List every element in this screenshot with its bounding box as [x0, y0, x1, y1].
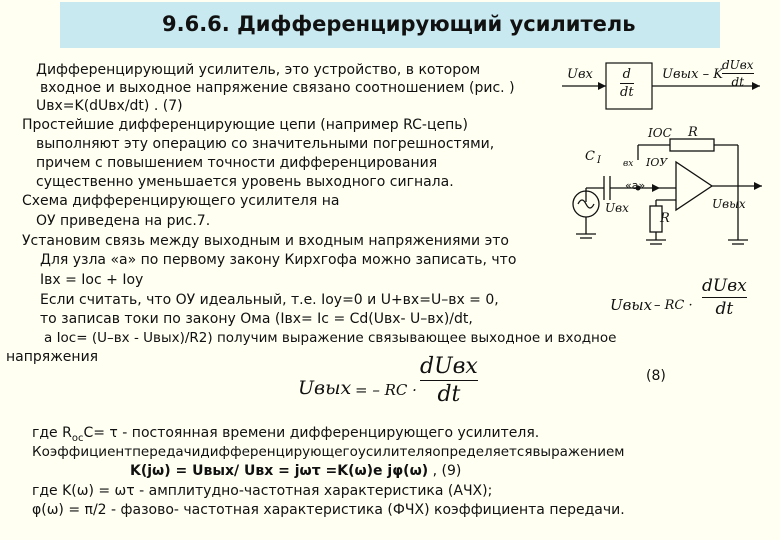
arrow-icon	[652, 184, 660, 192]
text-line-21: φ(ω) = π/2 - фазово- частотная характеристика (ФЧХ) коэффициента передачи.	[32, 502, 625, 518]
label-vx: вх	[623, 159, 634, 169]
label-r-ground: R	[660, 211, 670, 226]
text-line-18: Коэффициентпередачидифференцирующегоусилителяопределяетсявыражением	[32, 444, 625, 460]
text-line-15: а Iос= (U–вх - Uвых)/R2) получим выражение связывающее выходное и входное	[44, 330, 617, 346]
equation-number-8: (8)	[646, 368, 666, 384]
formula-right-rhs: – RC ·	[654, 298, 693, 313]
label-uout: Uвых	[712, 197, 746, 211]
label-ci: I	[597, 155, 601, 166]
text-line-20: где K(ω) = ωτ - амплитудно-частотная характеристика (АЧХ);	[32, 483, 493, 499]
text-line-12: Iвх = Iос + Iоу	[40, 272, 144, 288]
label-uin: Uвх	[605, 201, 629, 215]
opamp-triangle	[676, 162, 712, 210]
text-line-17: где $R_{ос}C= \tau$ - постоянная времени дифференцирующего усилителя.	[32, 425, 540, 444]
text-line-6: причем с повышением точности дифференцирования	[36, 155, 438, 171]
block-output-label: Uвых – K	[662, 67, 723, 82]
text-line-5: выполняют эту операцию со значительными погрешностями,	[36, 136, 495, 152]
text-line-16: напряжения	[6, 349, 99, 365]
text-line-19: K(jω) = Uвых/ Uвх = jωτ =K(ω)e jφ(ω) , (9)	[130, 463, 462, 479]
label-c: C	[585, 149, 595, 164]
formula-8-rhs: = – RC ·	[355, 381, 417, 399]
text-line-14: то записав токи по закону Ома (Iвх= Iс = Cd(Uвх- U–вх)/dt,	[40, 311, 473, 327]
text-line-13: Если считать, что ОУ идеальный, т.е. Iоу=0 и U+вх=U–вх = 0,	[40, 292, 499, 308]
text-line-1: Дифференцирующий усилитель, это устройство, в котором	[36, 62, 481, 78]
arrow-icon	[754, 182, 762, 190]
text-line-8: Схема дифференцирующего усилителя на	[22, 193, 340, 209]
text-line-10: Установим связь между выходным и входным напряжениями это	[22, 233, 509, 249]
block-output-fraction: dUвх dt	[722, 58, 754, 89]
page-title: 9.6.6. Дифференцирующий усилитель	[162, 12, 636, 36]
block-transfer: d dt	[620, 67, 634, 100]
text-line-9: ОУ приведена на рис.7.	[36, 213, 211, 229]
text-line-3: Uвх=K(dUвх/dt) . (7)	[36, 98, 183, 114]
label-r-feedback: R	[688, 125, 698, 140]
formula-8-lhs: Uвых	[298, 377, 352, 399]
label-ioc: IOC	[648, 126, 672, 140]
formula-right-lhs: Uвых	[610, 296, 653, 314]
text-line-4: Простейшие дифференцирующие цепи (например RC-цепь)	[22, 117, 468, 133]
formula-right-fraction: dUвх dt	[702, 276, 747, 319]
label-ioy: IOУ	[646, 156, 668, 169]
text-line-7: существенно уменьшается уровень выходного сигнала.	[36, 174, 454, 190]
text-line-2: входное и выходное напряжение связано соотношением (рис. )	[40, 80, 515, 96]
formula-8-fraction: dUвх dt	[420, 354, 478, 407]
text-line-11: Для узла «а» по первому закону Кирхгофа можно записать, что	[40, 252, 517, 268]
label-node-a: «a»	[625, 179, 646, 192]
block-input-label: Uвх	[567, 67, 593, 82]
